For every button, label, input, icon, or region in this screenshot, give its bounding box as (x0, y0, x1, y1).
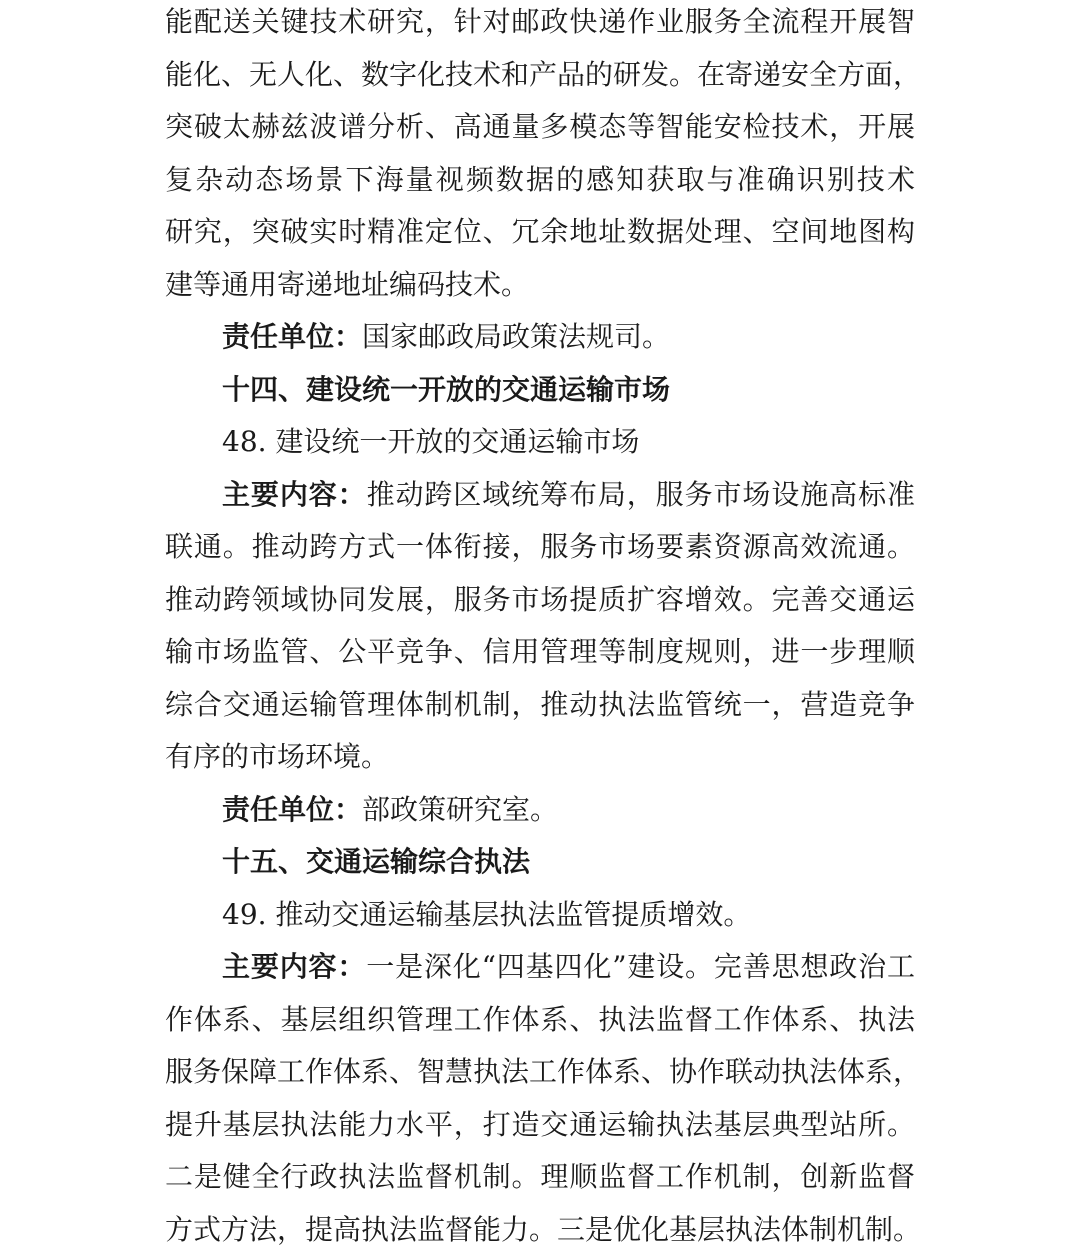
body-line: 能化、无人化、数字化技术和产品的研发。在寄递安全方面， (165, 53, 915, 106)
body-line: 作体系、基层组织管理工作体系、执法监督工作体系、执法 (165, 998, 915, 1051)
section-heading: 十四、建设统一开放的交通运输市场 (165, 368, 915, 421)
body-line: 综合交通运输管理体制机制，推动执法监管统一，营造竞争 (165, 683, 915, 736)
value: 一是深化“四基四化”建设。完善思想政治工 (366, 950, 915, 983)
document-page (165, 0, 915, 1260)
label: 主要内容： (222, 478, 367, 511)
responsible-unit-line (165, 788, 915, 841)
body-line: 建等通用寄递地址编码技术。 (165, 263, 915, 316)
body-line: 有序的市场环境。 (165, 735, 915, 788)
label: 主要内容： (222, 950, 366, 983)
responsible-unit-line (165, 315, 915, 368)
item-title: 48. 建设统一开放的交通运输市场 (165, 420, 915, 473)
body-line: 输市场监管、公平竞争、信用管理等制度规则，进一步理顺 (165, 630, 915, 683)
item-title: 49. 推动交通运输基层执法监管提质增效。 (165, 893, 915, 946)
body-line: 突破太赫兹波谱分析、高通量多模态等智能安检技术，开展 (165, 105, 915, 158)
section-heading: 十五、交通运输综合执法 (165, 840, 915, 893)
value: 部政策研究室。 (362, 793, 558, 826)
value: 推动跨区域统筹布局，服务市场设施高标准 (367, 478, 915, 511)
body-line: 能配送关键技术研究，针对邮政快递作业服务全流程开展智 (165, 0, 915, 53)
body-line: 服务保障工作体系、智慧执法工作体系、协作联动执法体系， (165, 1050, 915, 1103)
body-line: 二是健全行政执法监督机制。理顺监督工作机制，创新监督 (165, 1155, 915, 1208)
body-line: 提升基层执法能力水平，打造交通运输执法基层典型站所。 (165, 1103, 915, 1156)
body-line: 研究，突破实时精准定位、冗余地址数据处理、空间地图构 (165, 210, 915, 263)
body-line: 推动跨领域协同发展，服务市场提质扩容增效。完善交通运 (165, 578, 915, 631)
value: 国家邮政局政策法规司。 (362, 320, 670, 353)
body-line: 方式方法，提高执法监督能力。三是优化基层执法体制机制。 (165, 1208, 915, 1260)
body-line: 联通。推动跨方式一体衔接，服务市场要素资源高效流通。 (165, 525, 915, 578)
label: 责任单位： (222, 320, 362, 353)
label: 责任单位： (222, 793, 362, 826)
main-content-line (165, 473, 915, 526)
body-line: 复杂动态场景下海量视频数据的感知获取与准确识别技术 (165, 158, 915, 211)
main-content-line (165, 945, 915, 998)
